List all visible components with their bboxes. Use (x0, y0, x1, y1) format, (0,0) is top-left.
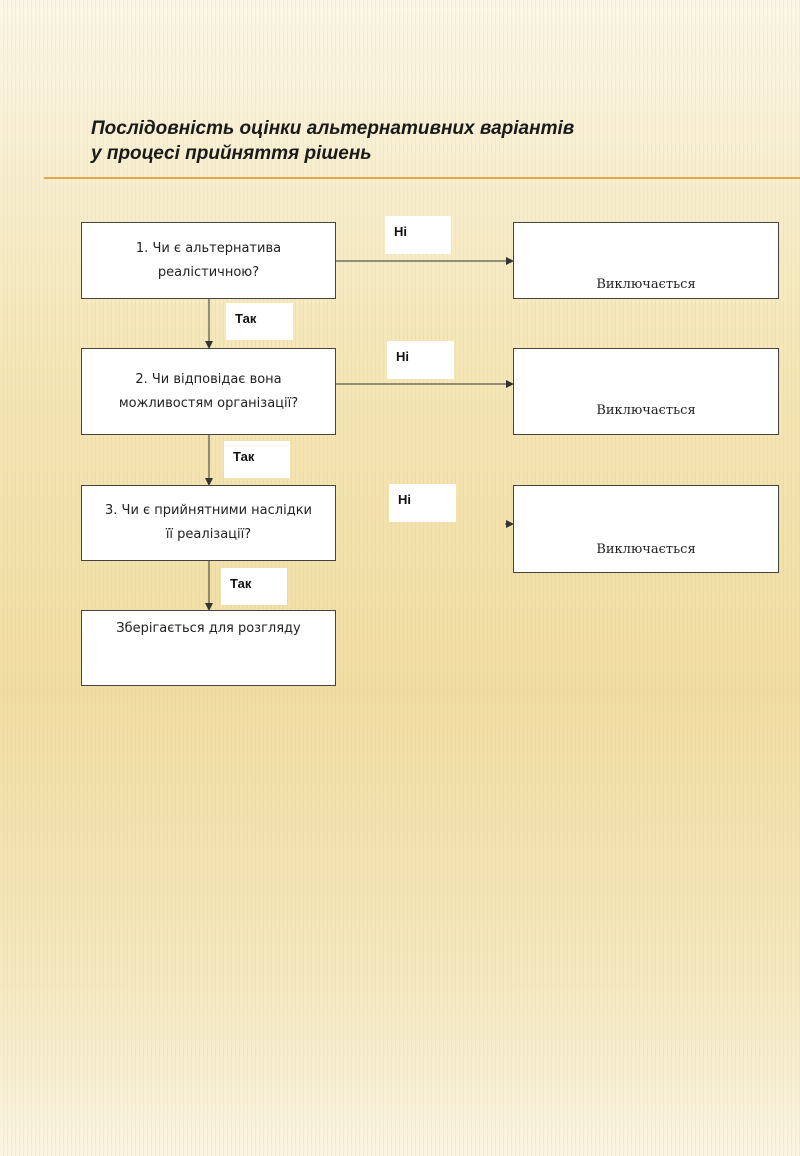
yes-label-1: Так (226, 303, 293, 340)
question-box-2 (81, 348, 336, 435)
yes-label-2: Так (224, 441, 290, 478)
no-label-1: Ні (385, 216, 451, 254)
result-box-2 (513, 348, 779, 435)
question-2-text: 2. Чи відповідає вона можливостям організації? (118, 371, 299, 411)
result-2-text: Виключається (596, 403, 696, 418)
result-box-1 (513, 222, 779, 299)
result-1-text: Виключається (596, 277, 696, 292)
yes-label-3: Так (221, 568, 287, 605)
no-label-3: Ні (389, 484, 456, 522)
question-1-text: 1. Чи є альтернатива реалістичною? (135, 240, 282, 280)
result-3-text: Виключається (596, 542, 696, 557)
title-line-1: Послідовність оцінки альтернативних варіантів (91, 118, 575, 139)
final-box (81, 610, 336, 686)
question-box-3 (81, 485, 336, 561)
no-label-2: Ні (387, 341, 454, 379)
title-line-2: у процесі прийняття рішень (91, 143, 372, 164)
result-box-3 (513, 485, 779, 573)
question-3-text: 3. Чи є прийнятними наслідки її реалізації? (105, 503, 312, 542)
question-box-1 (81, 222, 336, 299)
final-box-text: Зберігається для розгляду (116, 621, 301, 636)
